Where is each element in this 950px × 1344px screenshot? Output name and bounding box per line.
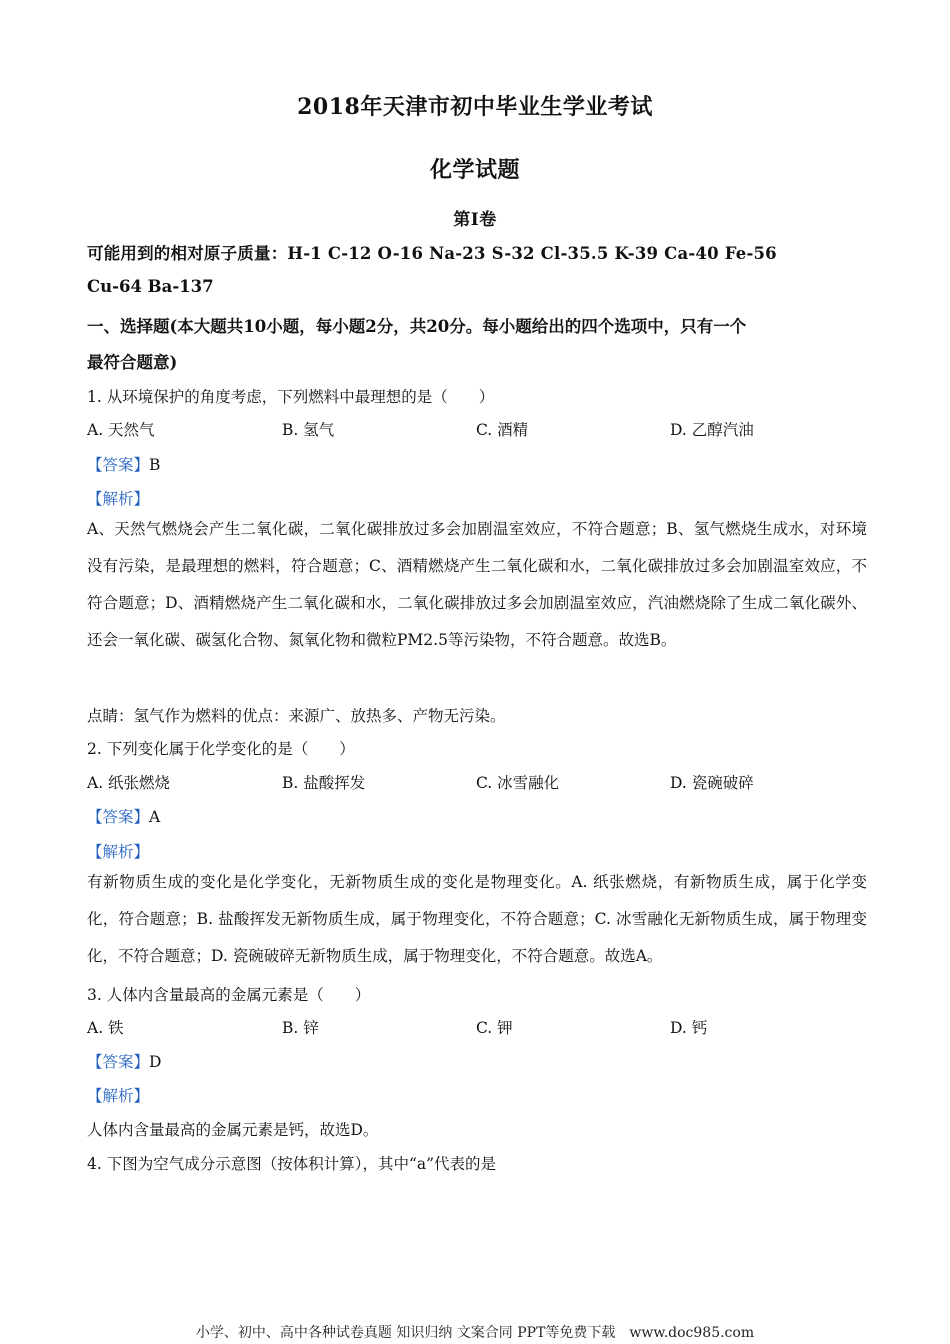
answer-value: B: [149, 456, 161, 474]
answer-tag: 【答案】: [87, 456, 150, 474]
question-3-options: [87, 1016, 867, 1038]
question-2-answer: [87, 805, 867, 827]
question-3-analysis: 人体内含量最高的金属元素是钙，故选D。: [87, 1121, 379, 1139]
answer-tag: 【答案】: [87, 1053, 150, 1071]
option-b: B. 氢气: [282, 421, 335, 439]
option-c: C. 酒精: [476, 421, 529, 439]
option-c: C. 钾: [476, 1019, 513, 1037]
question-3-stem: 3. 人体内含量最高的金属元素是（ ）: [87, 986, 371, 1004]
option-b: B. 锌: [282, 1019, 319, 1037]
question-4-stem: 4. 下图为空气成分示意图（按体积计算），其中“a”代表的是: [87, 1155, 497, 1173]
atomic-masses-line2: Cu-64 Ba-137: [87, 277, 214, 296]
page-footer: 小学、初中、高中各种试卷真题 知识归纳 文案合同 PPT等免费下载 www.doc985.com: [195, 1325, 755, 1341]
question-1-analysis-tag: 【解析】: [87, 490, 150, 508]
option-d: D. 乙醇汽油: [670, 421, 754, 439]
question-2-stem: 2. 下列变化属于化学变化的是（ ）: [87, 740, 355, 758]
option-a: A. 纸张燃烧: [87, 774, 171, 792]
question-1-note: 点睛：氢气作为燃料的优点：来源广、放热多、产物无污染。: [87, 707, 506, 725]
option-a: A. 天然气: [87, 421, 155, 439]
subject-title: 化学试题: [429, 157, 520, 183]
answer-value: A: [149, 808, 161, 826]
option-d: D. 瓷碗破碎: [670, 774, 754, 792]
question-2-analysis: 有新物质生成的变化是化学变化，无新物质生成的变化是物理变化。A. 纸张燃烧，有新物质生成，属于化学变化，符合题意；B. 盐酸挥发无新物质生成，属于物理变化，不符合题意；C. 冰雪融化无新物质生成，属于物理变化，不符合题意；D. 瓷碗破碎无新物质生成，属于物理变化，不符合题意。故选A。: [87, 873, 867, 965]
option-d: D. 钙: [670, 1019, 708, 1037]
answer-value: D: [149, 1053, 162, 1071]
question-1-analysis: A、天然气燃烧会产生二氧化碳，二氧化碳排放过多会加剧温室效应，不符合题意；B、氢气燃烧生成水，对环境没有污染，是最理想的燃料，符合题意；C、酒精燃烧产生二氧化碳和水，二氧化碳排放过多会加剧温室效应，不符合题意；D、酒精燃烧产生二氧化碳和水，二氧化碳排放过多会加剧温室效应，汽油燃烧除了生成二氧化碳外、还会一氧化碳、碳氢化合物、氮氧化物和微粒PM2.5等污染物，不符合题意。故选B。: [87, 520, 867, 649]
question-3-answer: [87, 1050, 867, 1072]
option-c: C. 冰雪融化: [476, 774, 560, 792]
question-3-analysis-tag: 【解析】: [87, 1087, 150, 1105]
volume-label: 第I卷: [453, 210, 497, 230]
answer-tag: 【答案】: [87, 808, 150, 826]
option-a: A. 铁: [87, 1019, 124, 1037]
option-b: B. 盐酸挥发: [282, 774, 366, 792]
question-2-analysis-tag: 【解析】: [87, 843, 150, 861]
question-1-stem: 1. 从环境保护的角度考虑，下列燃料中最理想的是（ ）: [87, 388, 495, 406]
section-heading-line2: 最符合题意): [87, 353, 178, 372]
atomic-masses-line1: 可能用到的相对原子质量：H-1 C-12 O-16 Na-23 S-32 Cl-35.5 K-39 Ca-40 Fe-56: [87, 244, 777, 263]
question-1-options: [87, 418, 867, 440]
question-2-options: [87, 771, 867, 793]
exam-title: 2018年天津市初中毕业生学业考试: [297, 94, 653, 120]
question-1-answer: [87, 453, 867, 475]
section-heading-line1: 一、选择题(本大题共10小题，每小题2分，共20分。每小题给出的四个选项中，只有一个: [87, 317, 747, 336]
